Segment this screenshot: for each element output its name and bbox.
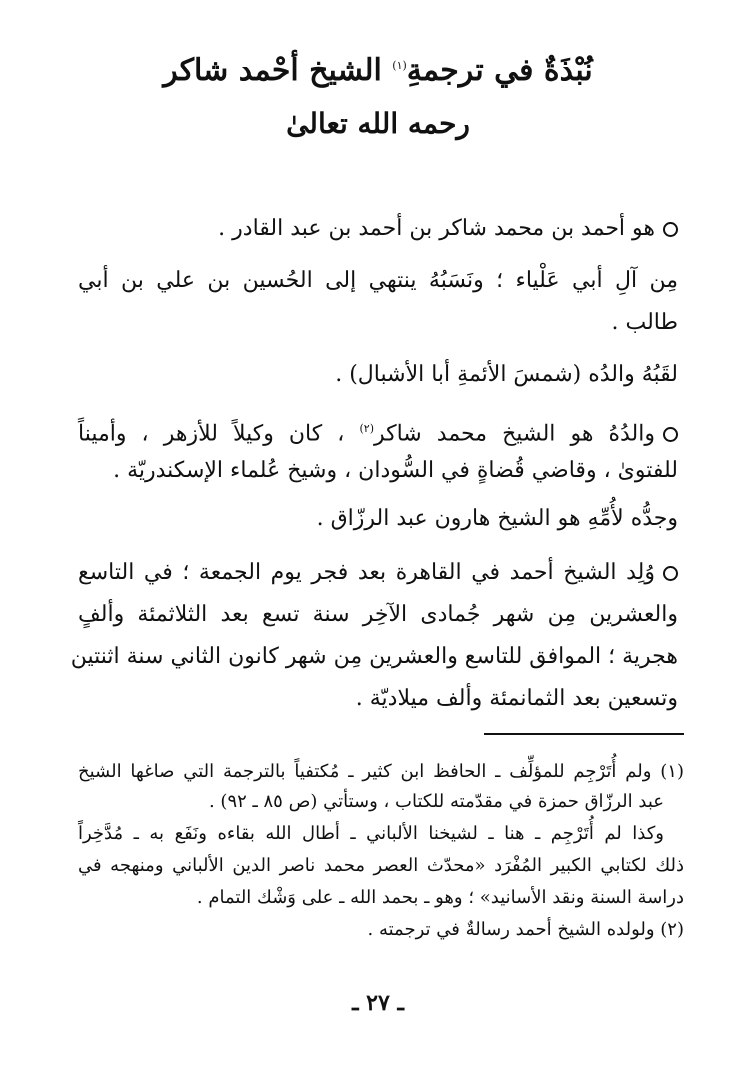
footnote-2-line-1: (٢) ولولده الشيخ أحمد رسالةٌ في ترجمته .	[367, 919, 684, 940]
footnote-1-line-1: (١) ولم أُتَرْجِم للمؤلِّف ـ الحافظ ابن كثير ـ مُكتفياً بالترجمة التي صاغها الشيخ	[78, 761, 684, 782]
bullet-icon	[663, 427, 678, 442]
title-part-b: الشيخ أحْمد شاكر	[163, 53, 393, 88]
footnote-1-line-4: ذلك لكتابي الكبير المُفْرَد «محدّث العصر محمد ناصر الدين الألباني ومنهجه في	[78, 855, 684, 876]
paragraph-3-line-1: لقَبُهُ والدُه (شمسَ الأئمةِ أبا الأشبال) .	[335, 362, 678, 387]
paragraph-6-text: وُلِد الشيخ أحمد في القاهرة بعد فجر يوم الجمعة ؛ في التاسع	[78, 560, 655, 585]
bullet-icon	[663, 222, 678, 237]
paragraph-4-part-b: ، كان وكيلاً للأزهر ، وأميناً	[78, 421, 360, 447]
paragraph-6-line-1	[78, 556, 678, 590]
paragraph-5-line-1: وجدُّه لأُمِّهِ هو الشيخ هارون عبد الرزّاق .	[316, 506, 678, 531]
paragraph-4-footnote-ref: (٢)	[359, 422, 374, 435]
paragraph-6-line-4: وتسعين بعد الثمانمئة وألف ميلاديّة .	[355, 686, 678, 711]
bullet-icon	[663, 566, 678, 581]
footnote-1-line-2: عبد الرزّاق حمزة في مقدّمته للكتاب ، وستأتي (ص ٨٥ ـ ٩٢) .	[208, 791, 664, 812]
page-number: ـ ٢٧ ـ	[352, 990, 404, 1016]
paragraph-1-line-1	[78, 212, 678, 246]
paragraph-4-part-a: والدُهُ هو الشيخ محمد شاكر	[373, 421, 655, 447]
title-line-1	[60, 46, 696, 91]
paragraph-6-line-3: هجرية ؛ الموافق للتاسع والعشرين مِن شهر كانون الثاني سنة اثنتين	[70, 644, 678, 669]
paragraph-4-line-1	[78, 412, 678, 451]
paragraph-4-line-2: للفتوىٰ ، وقاضي قُضاةٍ في السُّودان ، وشيخ عُلماء الإسكندريّة .	[113, 458, 678, 483]
paragraph-6-line-2: والعشرين مِن شهر جُمادى الآخِر سنة تسع بعد الثلاثمئة وألفٍ	[78, 602, 678, 627]
paragraph-2-line-2: طالب .	[611, 310, 678, 335]
title-line-2: رحمه الله تعالىٰ	[286, 107, 470, 140]
title-part-a: نُبْذَةٌ في ترجمةِ	[406, 53, 593, 88]
footnote-1-line-5: دراسة السنة ونقد الأسانيد» ؛ وهو ـ بحمد الله ـ على وَشْك التمام .	[196, 887, 684, 908]
paragraph-1-text: هو أحمد بن محمد شاكر بن أحمد بن عبد القادر .	[218, 216, 655, 241]
footnote-1-line-3: وكذا لم أُتَرْجِم ـ هنا ـ لشيخنا الألباني ـ أطال الله بقاءه ونَفَع به ـ مُدَّخِراً	[78, 823, 664, 844]
title-footnote-ref: (١)	[392, 59, 407, 72]
footnote-divider	[484, 733, 684, 735]
paragraph-2-line-1: مِن آلِ أبي عَلْياء ؛ ونَسَبُهُ ينتهي إلى الحُسين بن علي بن أبي	[78, 268, 678, 293]
